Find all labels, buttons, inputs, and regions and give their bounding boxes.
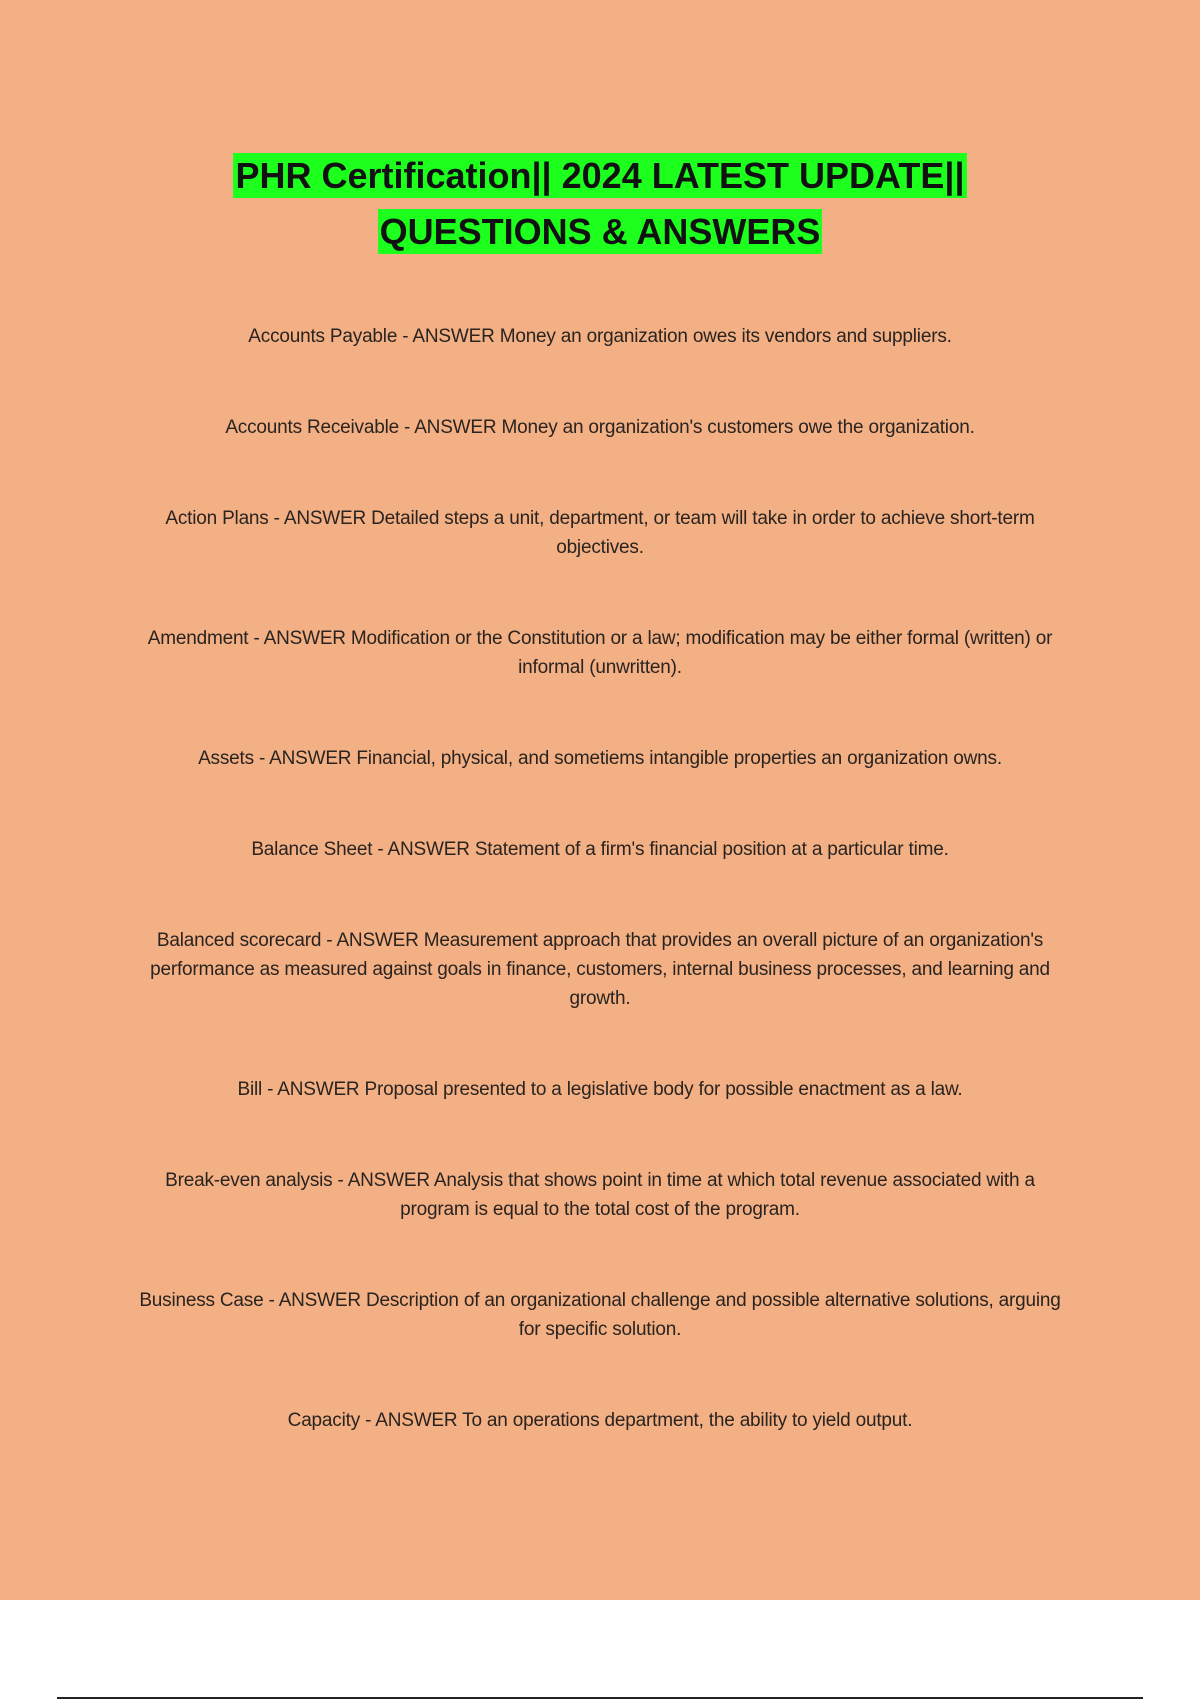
footer-divider	[57, 1697, 1143, 1699]
qa-entry-business-case: Business Case - ANSWER Description of an organizational challenge and possible alternative solutions, arguing for specific solution.	[139, 1290, 1061, 1340]
qa-entry-assets: Assets - ANSWER Financial, physical, and sometiems intangible properties an organization owns.	[198, 748, 1002, 769]
qa-entry-break-even-analysis: Break-even analysis - ANSWER Analysis that shows point in time at which total revenue associated with a program is equal to the total cost of the program.	[165, 1170, 1035, 1220]
qa-entry-amendment: Amendment - ANSWER Modification or the Constitution or a law; modification may be either formal (written) or informal (unwritten).	[147, 628, 1053, 678]
qa-entry-accounts-payable: Accounts Payable - ANSWER Money an organization owes its vendors and suppliers.	[248, 326, 952, 347]
qa-entry-accounts-receivable: Accounts Receivable - ANSWER Money an organization's customers owe the organization.	[225, 417, 975, 438]
document-title	[0, 148, 1200, 260]
qa-entry-capacity: Capacity - ANSWER To an operations department, the ability to yield output.	[287, 1410, 913, 1431]
title-line-2: QUESTIONS & ANSWERS	[379, 211, 821, 252]
qa-entry-balance-sheet: Balance Sheet - ANSWER Statement of a firm's financial position at a particular time.	[251, 839, 949, 860]
qa-entry-action-plans: Action Plans - ANSWER Detailed steps a unit, department, or team will take in order to achieve short-term objectives.	[165, 508, 1035, 558]
qa-list	[130, 322, 1070, 1497]
qa-entry-bill: Bill - ANSWER Proposal presented to a legislative body for possible enactment as a law.	[237, 1079, 963, 1100]
title-line-1: PHR Certification|| 2024 LATEST UPDATE||	[235, 155, 965, 196]
qa-entry-balanced-scorecard: Balanced scorecard - ANSWER Measurement approach that provides an overall picture of an organization's performance as measured against goals in finance, customers, internal business processes, and learning and growth.	[150, 930, 1050, 1009]
